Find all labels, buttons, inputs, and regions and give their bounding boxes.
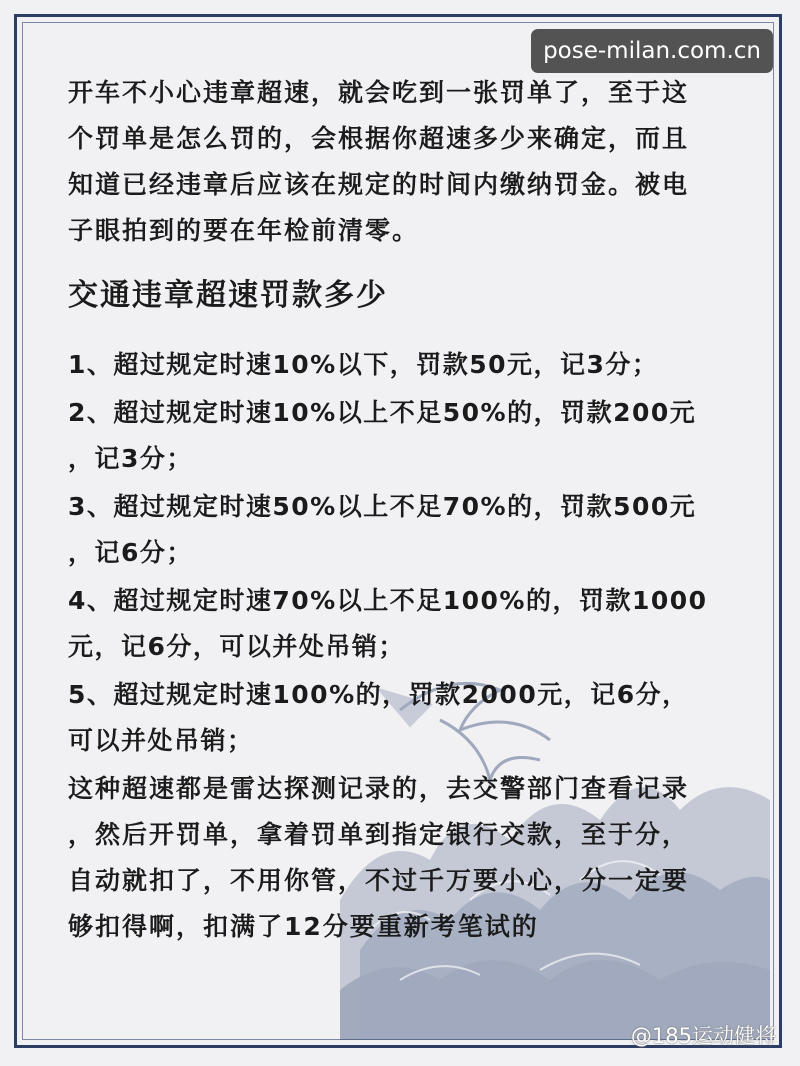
article-content — [68, 70, 736, 950]
section-heading: 交通违章超速罚款多少 — [68, 278, 388, 313]
rule-item-4 — [68, 578, 736, 670]
author-watermark-text: @185运动健将 — [630, 1024, 776, 1048]
rule-line: ，记3分； — [68, 444, 193, 473]
site-watermark: pose-milan.com.cn — [531, 29, 773, 73]
rule-line: 2、超过规定时速10%以上不足50%的，罚款200元 — [68, 398, 697, 427]
closing-line: 自动就扣了，不用你管，不过千万要小心，分一定要 — [68, 866, 690, 895]
rule-line: 4、超过规定时速70%以上不足100%的，罚款1000 — [68, 586, 708, 615]
author-watermark — [631, 1020, 776, 1050]
rule-item-3 — [68, 484, 736, 576]
rule-item-2 — [68, 390, 736, 482]
intro-line: 知道已经违章后应该在规定的时间内缴纳罚金。被电 — [68, 170, 690, 199]
intro-paragraph — [68, 70, 736, 254]
rule-item-1 — [68, 342, 736, 388]
intro-line: 个罚单是怎么罚的，会根据你超速多少来确定，而且 — [68, 124, 690, 153]
intro-line: 子眼拍到的要在年检前清零。 — [68, 216, 420, 245]
rule-line: 3、超过规定时速50%以上不足70%的，罚款500元 — [68, 492, 697, 521]
rule-line: 元，记6分，可以并处吊销； — [68, 632, 405, 661]
rule-line: 5、超过规定时速100%的，罚款2000元，记6分， — [68, 680, 689, 709]
intro-line: 开车不小心违章超速，就会吃到一张罚单了，至于这 — [68, 78, 690, 107]
closing-paragraph — [68, 766, 736, 950]
rule-line: ，记6分； — [68, 538, 193, 567]
closing-line: 够扣得啊，扣满了12分要重新考笔试的 — [68, 912, 539, 941]
closing-line: 这种超速都是雷达探测记录的，去交警部门查看记录 — [68, 774, 690, 803]
closing-line: ，然后开罚单，拿着罚单到指定银行交款，至于分， — [68, 820, 690, 849]
rule-line: 可以并处吊销； — [68, 726, 254, 755]
rule-item-5 — [68, 672, 736, 764]
rule-line: 1、超过规定时速10%以下，罚款50元，记3分； — [68, 350, 659, 379]
